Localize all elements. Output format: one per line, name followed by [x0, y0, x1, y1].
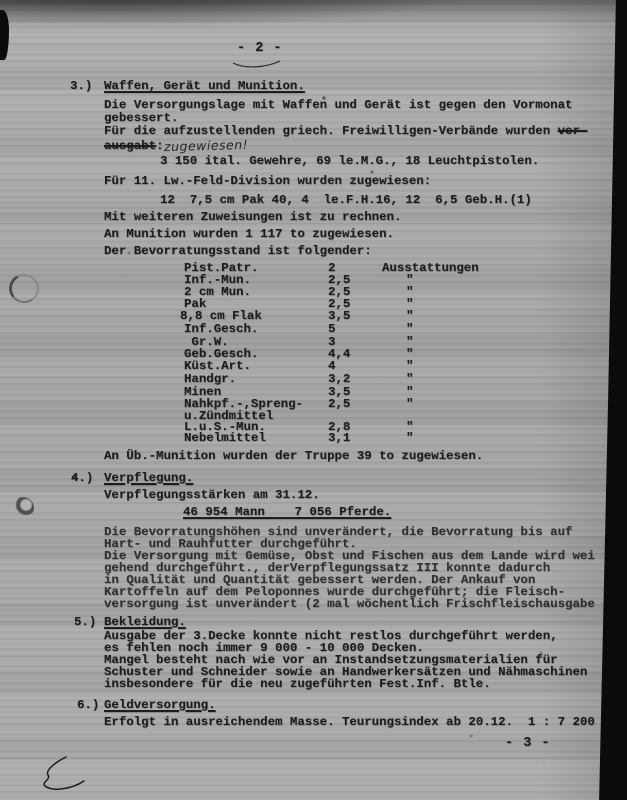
s3-allocation-line: 3 150 ital. Gewehre, 69 le.M.G., 18 Leuchtpistolen. — [160, 154, 540, 168]
munition-type: Nahkpf.-,Spreng- — [184, 397, 303, 411]
munition-type: Nebelmittel — [184, 431, 266, 445]
s3-munition-line: An Munition wurden 1 117 to zugewiesen. — [104, 227, 394, 241]
munition-type: 2 cm Mun. — [184, 285, 251, 299]
munition-type: Pist.Patr. — [184, 261, 259, 275]
struck-text-ausgabt: ausgabt — [104, 139, 157, 153]
table-row — [0, 373, 627, 386]
s3-para-line3-text: Für die aufzustellenden griech. Freiwilligen-Verbände wurden — [104, 124, 558, 138]
munition-type: Inf.-Mun. — [184, 273, 251, 287]
section-4-number: 4.) — [71, 471, 94, 485]
s6-line: Erfolgt in ausreichendem Masse. Teurungsindex ab 20.12. 1 : 7 200 — [104, 715, 595, 729]
munition-value: 4,4 — [328, 347, 351, 361]
section-6-title: Geldversorgung. — [104, 698, 216, 712]
ditto-mark: " — [406, 385, 414, 399]
s5-para-line: insbesondere für die neu zugeführten Fest.Inf. Btle. — [104, 677, 491, 691]
s3-correction-line — [104, 138, 248, 153]
handwritten-squiggle-mark — [32, 754, 90, 792]
s4-para-line: Die Versorgung mit Gemüse, Obst und Fischen aus dem Lande wird wei — [104, 549, 595, 563]
munition-value: 2,5 — [328, 285, 351, 299]
s3-stand-line: Der Bevorratungsstand ist folgender: — [104, 244, 372, 258]
ditto-mark: " — [406, 420, 414, 434]
section-4-title: Verpflegung. — [104, 471, 194, 485]
s4-para-line: Die Bevorratungshöhen sind unverändert, die Bevorratung bis auf — [104, 525, 573, 539]
page-number-header: - 2 - — [237, 41, 283, 56]
munition-value: 2 — [328, 261, 336, 275]
ditto-mark: " — [406, 347, 414, 361]
colon: : — [156, 139, 164, 153]
munition-type: Pak — [184, 297, 207, 311]
ditto-mark: " — [406, 273, 414, 287]
s4-para-line: versorgung ist unverändert (2 mal wöchentlich Frischfleischausgabe — [104, 597, 595, 611]
munition-value-overtyped: 4 — [328, 359, 336, 373]
munition-value: 5 — [328, 322, 336, 336]
handwritten-correction: zugewiesen! — [163, 136, 248, 155]
munition-value: 3,2 — [328, 372, 351, 386]
munition-value: 2,8 — [328, 420, 351, 434]
ditto-mark: " — [406, 297, 414, 311]
s5-para-line: es fehlen noch immer 9 000 - 10 000 Decken. — [104, 641, 424, 655]
table-row — [0, 432, 627, 445]
s5-para-line: Ausgabe der 3.Decke konnte nicht restlos durchgeführt werden, — [104, 629, 558, 643]
munition-value: 3,5 — [328, 385, 351, 399]
s3-guns-line: 12 7,5 cm Pak 40, 4 le.F.H.16, 12 6,5 Geb.H.(1) — [160, 193, 532, 207]
section-3-number: 3.) — [70, 79, 93, 93]
s4-staerken-line: Verpflegungsstärken am 31.12. — [104, 488, 320, 502]
munition-type: 8,8 cm Flak — [180, 309, 262, 323]
ditto-mark: " — [406, 372, 414, 386]
s4-para-line: gehend durchgeführt., derVerpflegungssatz III konnte dadurch — [104, 561, 551, 575]
ditto-mark: " — [406, 431, 414, 445]
munition-unit-header: Ausstattungen — [382, 261, 479, 275]
munition-value: 3,1 — [328, 431, 351, 445]
munition-value: 2,5 — [328, 273, 351, 287]
paper-specks — [0, 0, 2, 2]
s4-strength-line: 46 954 Mann 7 056 Pferde. — [183, 505, 392, 519]
scan-edge-blob — [0, 10, 9, 60]
s5-para-line: Mangel besteht nach wie vor an Instandsetzungsmaterialien für — [104, 653, 558, 667]
s3-para-line — [104, 125, 587, 138]
section-5-number: 5.) — [74, 615, 97, 629]
section-5-title: Bekleidung. — [104, 615, 186, 629]
ditto-mark: " — [406, 359, 414, 373]
ditto-mark: " — [406, 335, 414, 349]
s3-ueb-line: An Üb.-Munition wurden der Truppe 39 to zugewiesen. — [104, 449, 484, 463]
s3-division-line: Für 11. Lw.-Feld-Division wurden zugewiesen: — [104, 174, 432, 188]
s3-para-line: Die Versorgungslage mit Waffen und Gerät ist gegen den Vormonat — [104, 98, 573, 112]
s4-para-line: Kartoffeln auf dem Peloponnes wurde durchgeführt; die Fleisch- — [104, 585, 566, 599]
munition-type: Geb.Gesch. — [184, 347, 259, 361]
munition-value: 3,5 — [328, 309, 351, 323]
munition-value: 3 — [328, 335, 336, 349]
ditto-mark: " — [406, 285, 414, 299]
munition-type: L.u.S.-Mun. — [184, 420, 266, 434]
munition-value: 2,5 — [328, 297, 351, 311]
munition-type: Inf.Gesch. — [184, 322, 259, 336]
s5-para-line: Schuster und Schneider sowie an Handwerkersätzen und Nähmaschinen — [104, 665, 588, 679]
munition-type-line2: u.Zündmittel — [184, 409, 274, 423]
handwritten-underline-mark — [231, 59, 283, 71]
table-row — [0, 360, 627, 373]
s4-para-line: Hart- und Rauhfutter durchgeführt. — [104, 537, 357, 551]
munition-type: Handgr. — [184, 372, 237, 386]
s4-para-line: in Qualität und Quantität gebessert werden. Der Ankauf von — [104, 573, 536, 587]
s3-para-line: gebessert. — [104, 111, 179, 125]
munition-value: 2,5 — [328, 397, 351, 411]
table-row — [0, 310, 627, 323]
s3-more-line: Mit weiteren Zuweisungen ist zu rechnen. — [104, 210, 402, 224]
section-6-number: 6.) — [77, 698, 100, 712]
munition-type: Küst.Art. — [184, 359, 251, 373]
munition-type: Minen — [184, 385, 222, 399]
section-3-title: Waffen, Gerät und Munition. — [104, 79, 305, 93]
ditto-mark: " — [406, 309, 414, 323]
hole-punch-bottom — [12, 497, 34, 519]
ditto-mark: " — [406, 397, 414, 411]
page-number-footer: - 3 - — [505, 736, 551, 751]
table-row — [0, 323, 627, 336]
struck-text-ver: ver- — [557, 124, 588, 138]
munition-type: Gr.W. — [184, 335, 229, 349]
ditto-mark: " — [406, 322, 414, 336]
